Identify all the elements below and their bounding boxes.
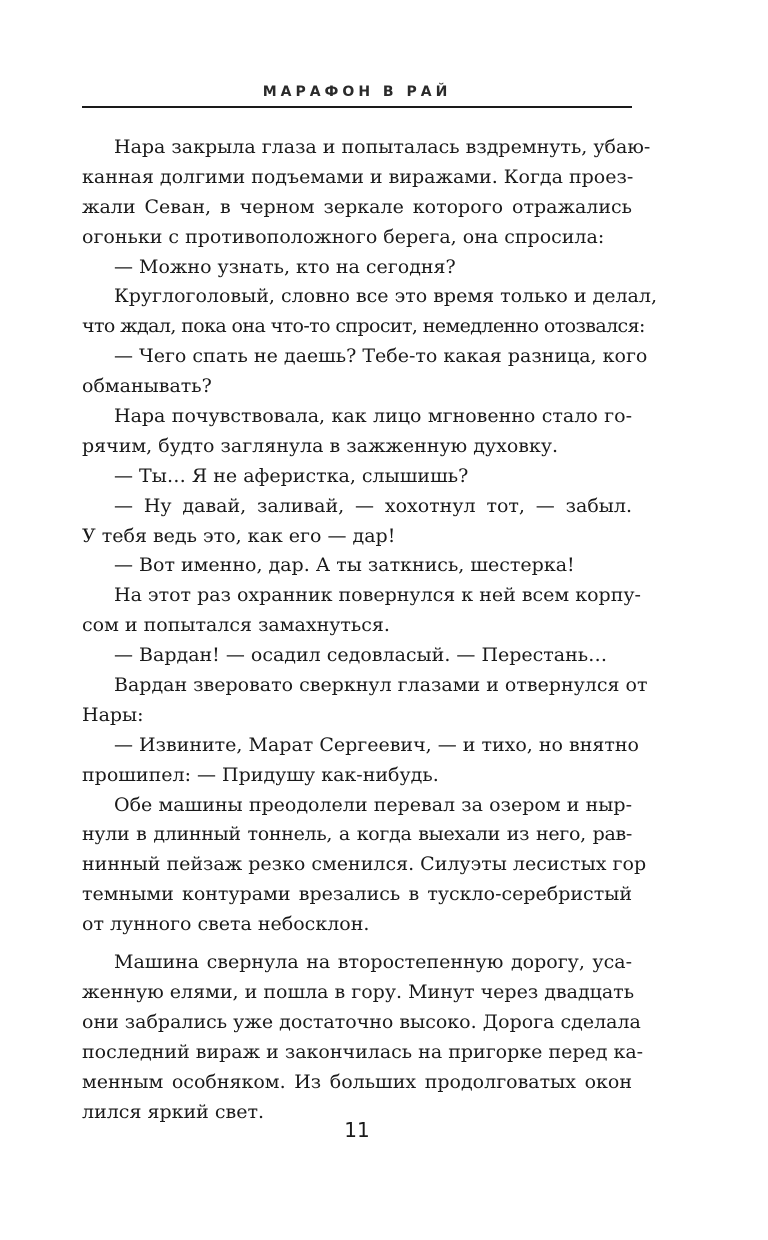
text-line: — Ты… Я не аферистка, слышишь? [114, 464, 469, 487]
text-line: — Извините, Марат Сергеевич, — и тихо, но внятно [114, 733, 639, 756]
text-line: Обе машины преодолели перевал за озером и ныр- [114, 793, 632, 816]
header-rule [82, 106, 632, 108]
text-line: нинный пейзаж резко сменился. Силуэты лесистых гор [82, 853, 647, 876]
text-line: — Вардан! — осадил седовласый. — Перестань… [114, 644, 608, 667]
text-line: женную елями, и пошла в гору. Минут через двадцать [82, 980, 635, 1003]
text-line: — Вот именно, дар. А ты заткнись, шестерка! [114, 554, 575, 577]
text-line: Круглоголовый, словно все это время только и делал, [114, 285, 657, 308]
paragraph-gap [82, 940, 632, 948]
text-line: — Чего спать не даешь? Тебе-то какая разница, кого [114, 345, 648, 368]
text-line: Вардан зверовато сверкнул глазами и отвернулся от [114, 674, 648, 697]
text-line: Нары: [82, 703, 144, 726]
text-line: На этот раз охранник повернулся к ней всем корпу- [114, 584, 641, 607]
text-line: от лунного света небосклон. [82, 913, 370, 936]
text-line: огоньки с противоположного берега, она спросила: [82, 225, 605, 248]
text-line: жали Севан, в черном зеркале которого отражались [82, 195, 632, 218]
text-line: что ждал, пока она что-то спросит, немедленно отозвался: [82, 315, 645, 338]
text-line: нули в длинный тоннель, а когда выехали из него, рав- [82, 823, 632, 846]
text-line: рячим, будто заглянула в зажженную духовку. [82, 434, 559, 457]
text-line: Нара закрыла глаза и попыталась вздремнуть, убаю- [114, 136, 651, 158]
text-line: менным особняком. Из больших продолговатых окон [82, 1070, 632, 1093]
text-line: сом и попытался замахнуться. [82, 614, 390, 637]
running-title: МАРАФОН В РАЙ [262, 84, 452, 100]
text-line: — Ну давай, заливай, — хохотнул тот, — забыл. [114, 494, 632, 517]
page-body [82, 133, 657, 1127]
text-line: они забрались уже достаточно высоко. Дорога сделала [82, 1010, 641, 1033]
text-line: канная долгими подъемами и виражами. Когда проез- [82, 165, 634, 188]
page-number: 11 [344, 1118, 370, 1142]
text-line: Нара почувствовала, как лицо мгновенно стало го- [114, 405, 632, 428]
text-line: темными контурами врезались в тускло-серебристый [82, 883, 632, 906]
text-line: прошипел: — Придушу как-нибудь. [82, 763, 439, 786]
text-line: лился яркий свет. [82, 1100, 264, 1123]
text-line: последний вираж и закончилась на пригорке перед ка- [82, 1040, 644, 1063]
text-line: Машина свернула на второстепенную дорогу, уса- [114, 951, 632, 974]
text-line: У тебя ведь это, как его — дар! [82, 524, 396, 547]
text-line: обманывать? [82, 375, 212, 398]
text-line: — Можно узнать, кто на сегодня? [114, 255, 456, 278]
